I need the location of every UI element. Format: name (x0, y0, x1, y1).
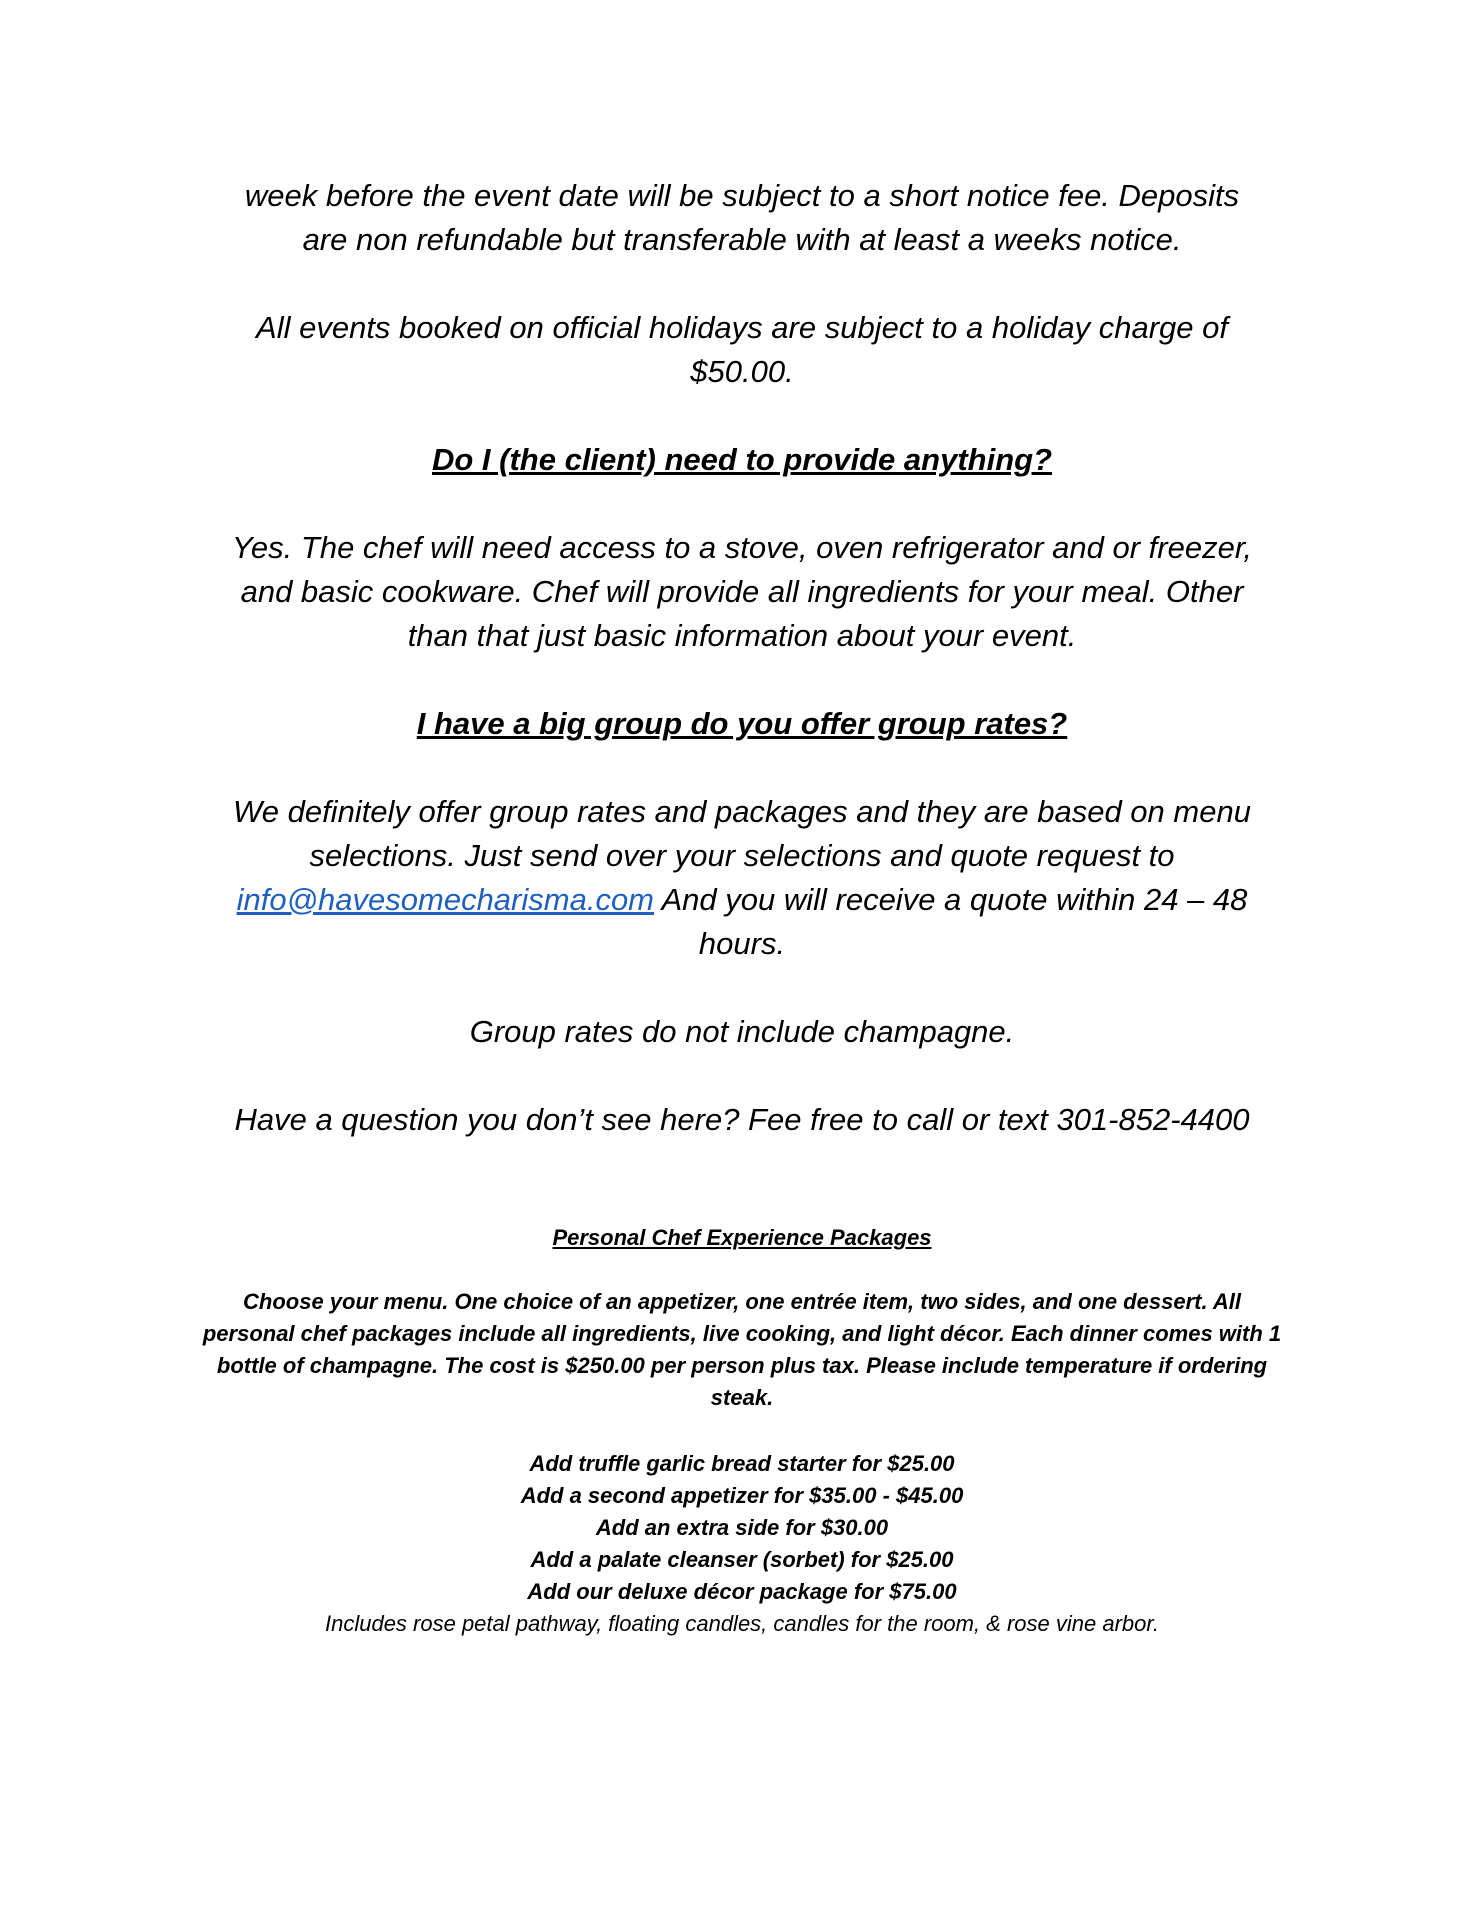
addon-item: Add truffle garlic bread starter for $25.00 (529, 1451, 955, 1476)
champagne-note: Group rates do not include champagne. (469, 1014, 1015, 1049)
group-line-3 (120, 878, 1364, 922)
holiday-line-2: $50.00. (690, 354, 794, 389)
group-line-1: We definitely offer group rates and packages and they are based on menu (233, 794, 1251, 829)
holiday-paragraph (120, 306, 1364, 394)
contact-line: Have a question you don’t see here? Fee free to call or text 301-852-4400 (234, 1102, 1250, 1137)
deposit-paragraph (120, 174, 1364, 262)
addon-item: Add an extra side for $30.00 (595, 1515, 889, 1540)
addons-list (120, 1448, 1364, 1608)
provide-line-2: and basic cookware. Chef will provide all ingredients for your meal. Other (240, 574, 1244, 609)
addon-item: Add our deluxe décor package for $75.00 (527, 1579, 957, 1604)
group-line-2: selections. Just send over your selections and quote request to (309, 838, 1175, 873)
provide-line-3: than that just basic information about your event. (407, 618, 1077, 653)
group-line-4: hours. (698, 926, 786, 961)
deposit-line-1: week before the event date will be subject to a short notice fee. Deposits (244, 178, 1240, 213)
group-answer (120, 790, 1364, 966)
provide-heading: Do I (the client) need to provide anything? (431, 442, 1052, 477)
email-link[interactable]: info@havesomecharisma.com (236, 882, 655, 917)
deposit-line-2: are non refundable but transferable with at least a weeks notice. (302, 222, 1182, 257)
description-line-1: Choose your menu. One choice of an appetizer, one entrée item, two sides, and one dessert. All (243, 1289, 1241, 1314)
holiday-line-1: All events booked on official holidays are subject to a holiday charge of (256, 310, 1228, 345)
decor-note: Includes rose petal pathway, floating candles, candles for the room, & rose vine arbor. (324, 1611, 1159, 1636)
provide-line-1: Yes. The chef will need access to a stove, oven refrigerator and or freezer, (231, 530, 1253, 565)
group-line-3-rest: And you will receive a quote within 24 – 48 (654, 882, 1248, 917)
description-line-4: steak. (710, 1385, 774, 1410)
description-line-3: bottle of champagne. The cost is $250.00 per person plus tax. Please include temperature if ordering (216, 1353, 1268, 1378)
packages-description (120, 1286, 1364, 1414)
packages-title: Personal Chef Experience Packages (552, 1225, 932, 1250)
addon-item: Add a palate cleanser (sorbet) for $25.00 (530, 1547, 954, 1572)
addon-item: Add a second appetizer for $35.00 - $45.00 (520, 1483, 964, 1508)
description-line-2: personal chef packages include all ingredients, live cooking, and light décor. Each dinner comes with 1 (202, 1321, 1282, 1346)
group-heading: I have a big group do you offer group rates? (416, 706, 1068, 741)
provide-answer (120, 526, 1364, 658)
